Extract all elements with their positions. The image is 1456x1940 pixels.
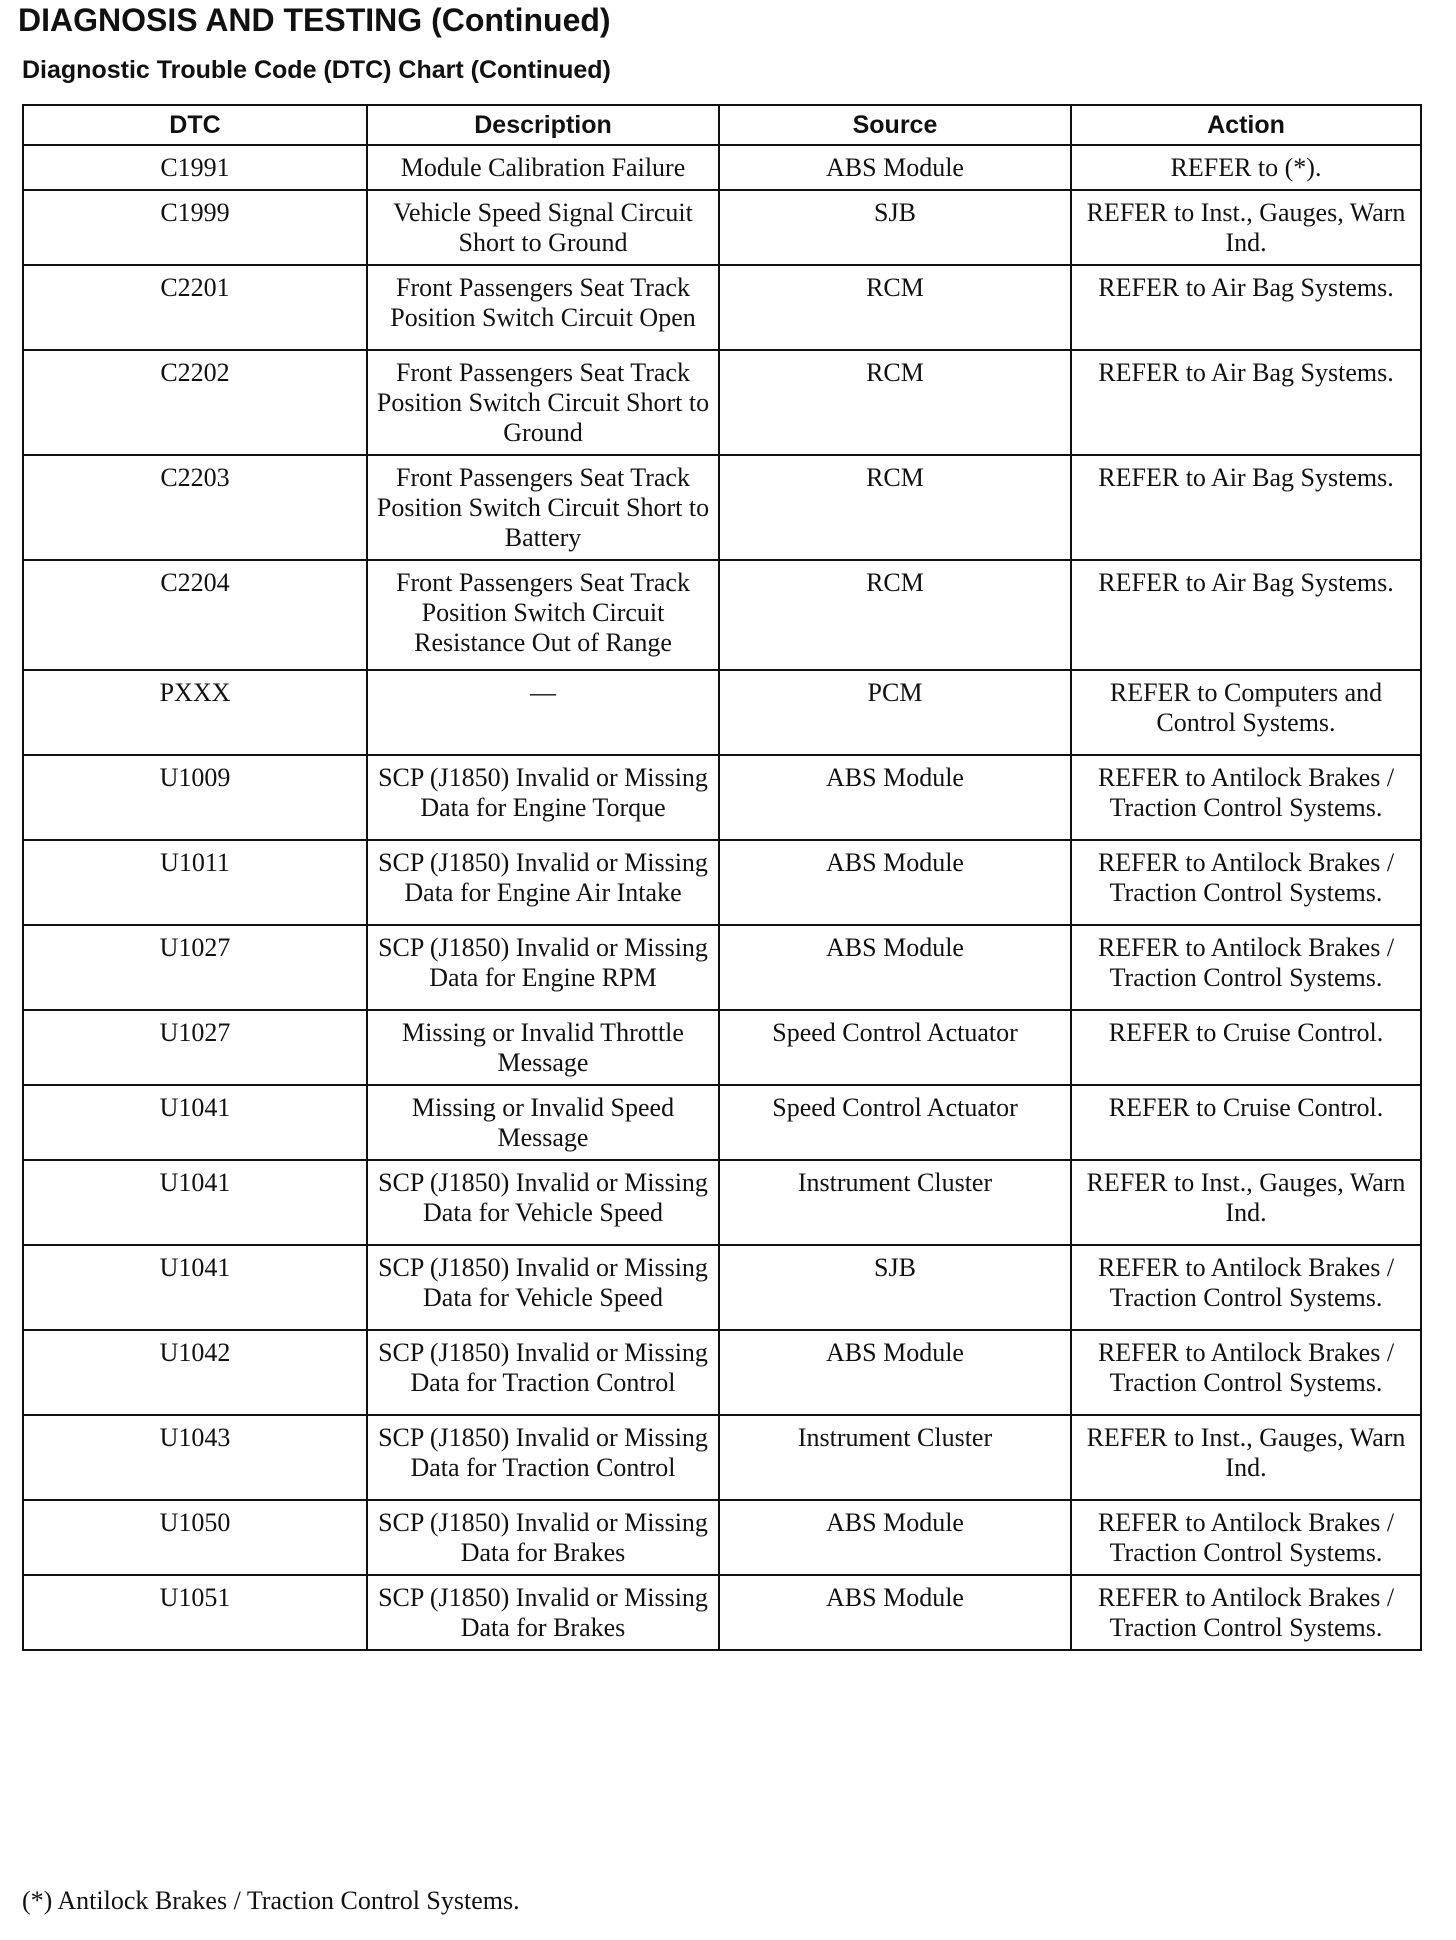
cell-action: REFER to Air Bag Systems. <box>1071 560 1421 670</box>
cell-action: REFER to Air Bag Systems. <box>1071 350 1421 455</box>
cell-dtc: U1027 <box>23 1010 367 1085</box>
cell-source: RCM <box>719 560 1071 670</box>
cell-description: Missing or Invalid Speed Message <box>367 1085 719 1160</box>
cell-action: REFER to Antilock Brakes / Traction Control Systems. <box>1071 840 1421 925</box>
table-row <box>23 145 1421 190</box>
table-row <box>23 190 1421 265</box>
cell-source: SJB <box>719 1245 1071 1330</box>
table-row <box>23 925 1421 1010</box>
cell-source: ABS Module <box>719 925 1071 1010</box>
column-header-description: Description <box>367 105 719 145</box>
cell-action: REFER to (*). <box>1071 145 1421 190</box>
table-row <box>23 1160 1421 1245</box>
page-title: DIAGNOSIS AND TESTING (Continued) <box>18 2 611 38</box>
cell-dtc: U1009 <box>23 755 367 840</box>
cell-source: ABS Module <box>719 145 1071 190</box>
cell-dtc: C2201 <box>23 265 367 350</box>
table-row <box>23 1415 1421 1500</box>
table-row <box>23 670 1421 755</box>
table-row <box>23 1010 1421 1085</box>
table-row <box>23 1085 1421 1160</box>
cell-dtc: C2203 <box>23 455 367 560</box>
cell-description: Front Passengers Seat Track Position Switch Circuit Short to Ground <box>367 350 719 455</box>
chart-title: Diagnostic Trouble Code (DTC) Chart (Continued) <box>22 56 611 84</box>
table-row <box>23 350 1421 455</box>
table-row <box>23 1500 1421 1575</box>
cell-action: REFER to Inst., Gauges, Warn Ind. <box>1071 1160 1421 1245</box>
table-row <box>23 455 1421 560</box>
cell-description: Front Passengers Seat Track Position Switch Circuit Open <box>367 265 719 350</box>
cell-action: REFER to Air Bag Systems. <box>1071 455 1421 560</box>
cell-dtc: U1042 <box>23 1330 367 1415</box>
cell-source: ABS Module <box>719 1575 1071 1650</box>
table-header-row <box>23 105 1421 145</box>
column-header-action: Action <box>1071 105 1421 145</box>
cell-dtc: U1041 <box>23 1245 367 1330</box>
cell-source: ABS Module <box>719 755 1071 840</box>
footnote: (*) Antilock Brakes / Traction Control Systems. <box>22 1886 520 1915</box>
cell-source: PCM <box>719 670 1071 755</box>
cell-source: ABS Module <box>719 1500 1071 1575</box>
table-row <box>23 840 1421 925</box>
cell-source: RCM <box>719 350 1071 455</box>
cell-dtc: C2204 <box>23 560 367 670</box>
cell-description: SCP (J1850) Invalid or Missing Data for Engine RPM <box>367 925 719 1010</box>
cell-source: Speed Control Actuator <box>719 1010 1071 1085</box>
cell-source: Instrument Cluster <box>719 1160 1071 1245</box>
cell-source: Instrument Cluster <box>719 1415 1071 1500</box>
cell-description: Front Passengers Seat Track Position Switch Circuit Short to Battery <box>367 455 719 560</box>
cell-description: Front Passengers Seat Track Position Switch Circuit Resistance Out of Range <box>367 560 719 670</box>
cell-description: Vehicle Speed Signal Circuit Short to Ground <box>367 190 719 265</box>
cell-dtc: U1043 <box>23 1415 367 1500</box>
cell-description: — <box>367 670 719 755</box>
cell-action: REFER to Antilock Brakes / Traction Control Systems. <box>1071 1330 1421 1415</box>
table-row <box>23 265 1421 350</box>
table-row <box>23 1330 1421 1415</box>
cell-action: REFER to Cruise Control. <box>1071 1010 1421 1085</box>
cell-description: SCP (J1850) Invalid or Missing Data for Engine Air Intake <box>367 840 719 925</box>
cell-dtc: C1991 <box>23 145 367 190</box>
cell-source: RCM <box>719 265 1071 350</box>
cell-description: SCP (J1850) Invalid or Missing Data for Brakes <box>367 1500 719 1575</box>
cell-dtc: C2202 <box>23 350 367 455</box>
cell-description: SCP (J1850) Invalid or Missing Data for Brakes <box>367 1575 719 1650</box>
cell-action: REFER to Inst., Gauges, Warn Ind. <box>1071 1415 1421 1500</box>
cell-source: ABS Module <box>719 1330 1071 1415</box>
cell-dtc: C1999 <box>23 190 367 265</box>
cell-description: SCP (J1850) Invalid or Missing Data for Traction Control <box>367 1415 719 1500</box>
column-header-source: Source <box>719 105 1071 145</box>
cell-action: REFER to Antilock Brakes / Traction Control Systems. <box>1071 925 1421 1010</box>
table-row <box>23 1575 1421 1650</box>
cell-dtc: U1011 <box>23 840 367 925</box>
cell-source: RCM <box>719 455 1071 560</box>
cell-description: SCP (J1850) Invalid or Missing Data for Vehicle Speed <box>367 1160 719 1245</box>
cell-dtc: U1041 <box>23 1160 367 1245</box>
cell-dtc: U1041 <box>23 1085 367 1160</box>
cell-source: ABS Module <box>719 840 1071 925</box>
column-header-dtc: DTC <box>23 105 367 145</box>
cell-action: REFER to Computers and Control Systems. <box>1071 670 1421 755</box>
cell-action: REFER to Inst., Gauges, Warn Ind. <box>1071 190 1421 265</box>
cell-action: REFER to Air Bag Systems. <box>1071 265 1421 350</box>
cell-action: REFER to Cruise Control. <box>1071 1085 1421 1160</box>
table-row <box>23 560 1421 670</box>
cell-action: REFER to Antilock Brakes / Traction Control Systems. <box>1071 1245 1421 1330</box>
dtc-table <box>22 104 1422 1651</box>
cell-source: SJB <box>719 190 1071 265</box>
cell-description: Missing or Invalid Throttle Message <box>367 1010 719 1085</box>
table-row <box>23 755 1421 840</box>
cell-action: REFER to Antilock Brakes / Traction Control Systems. <box>1071 1575 1421 1650</box>
cell-description: Module Calibration Failure <box>367 145 719 190</box>
cell-dtc: U1051 <box>23 1575 367 1650</box>
table-row <box>23 1245 1421 1330</box>
cell-description: SCP (J1850) Invalid or Missing Data for Vehicle Speed <box>367 1245 719 1330</box>
cell-action: REFER to Antilock Brakes / Traction Control Systems. <box>1071 1500 1421 1575</box>
cell-action: REFER to Antilock Brakes / Traction Control Systems. <box>1071 755 1421 840</box>
cell-dtc: U1027 <box>23 925 367 1010</box>
cell-source: Speed Control Actuator <box>719 1085 1071 1160</box>
cell-description: SCP (J1850) Invalid or Missing Data for Traction Control <box>367 1330 719 1415</box>
cell-description: SCP (J1850) Invalid or Missing Data for Engine Torque <box>367 755 719 840</box>
table-body <box>23 145 1421 1650</box>
cell-dtc: U1050 <box>23 1500 367 1575</box>
cell-dtc: PXXX <box>23 670 367 755</box>
